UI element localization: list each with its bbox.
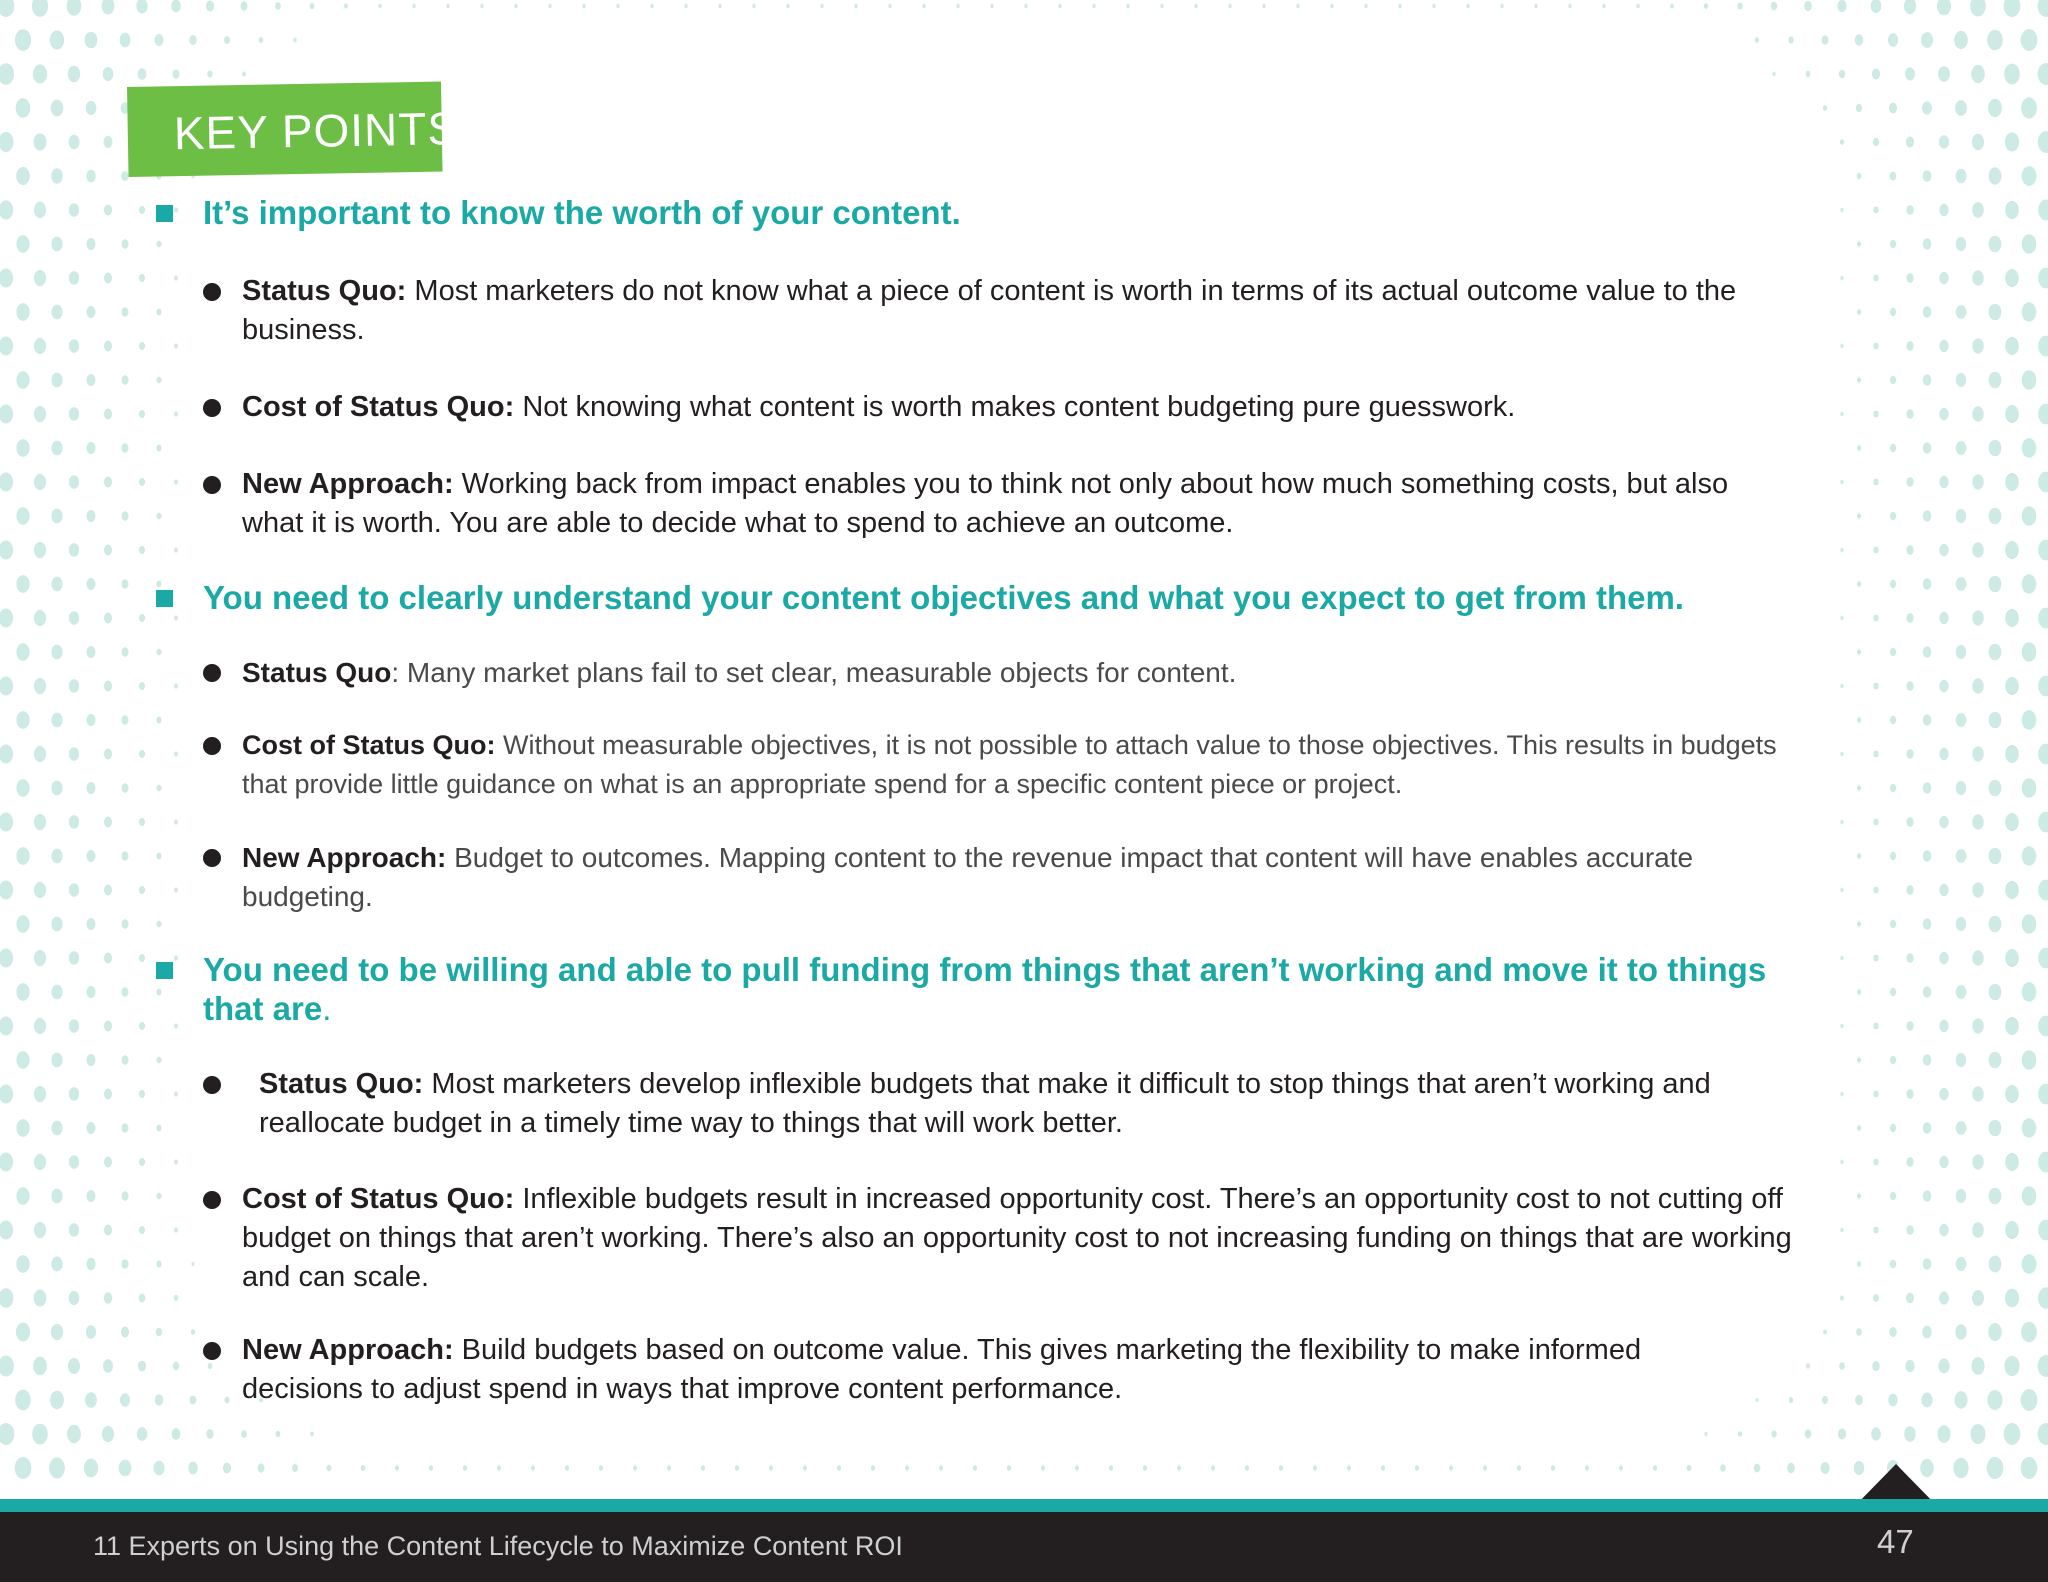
bullet-icon [203,399,221,417]
item-label: Cost of Status Quo: [242,1183,515,1215]
item-text: Build budgets based on outcome value. This gives marketing the flexibility to make informed decisions to adjust spend in ways that improve content performance. [242,1334,1642,1405]
item-text: Most marketers do not know what a piece of content is worth in terms of its actual outcome value to the business. [242,275,1737,346]
item-label: Status Quo: [242,275,407,307]
page-number: 47 [1877,1523,1914,1560]
bullet-icon [203,476,221,494]
bullet-icon [203,664,221,682]
key-points-tag [127,82,460,177]
item-label: Cost of Status Quo: [242,730,496,760]
bullet-item-new-approach [242,465,1772,543]
bullet-icon [203,849,221,867]
item-label: Cost of Status Quo: [242,391,515,423]
item-text: Without measurable objectives, it is not possible to attach value to those objectives. This results in budgets that provide little guidance on what is an appropriate spend for a specific content piece or project. [242,730,1777,799]
item-text: : Many market plans fail to set clear, measurable objects for content. [391,657,1237,688]
bullet-icon [203,1076,221,1094]
bullet-item-new-approach [242,838,1742,916]
square-bullet-icon [156,205,173,222]
square-bullet-icon [156,590,173,607]
square-bullet-icon [156,962,173,979]
bullet-icon [203,283,221,301]
bullet-item-status-quo [242,653,1802,692]
key-points-title: KEY POINTS [173,102,460,160]
bullet-item-cost-of-status-quo [242,726,1802,804]
item-label: Status Quo [242,657,392,688]
item-label: Status Quo: [259,1068,424,1100]
item-label: New Approach: [242,842,447,873]
bullet-item-cost-of-status-quo [242,388,1802,427]
bullet-icon [203,737,221,755]
footer-bar [0,1512,2048,1582]
bullet-item-status-quo [242,272,1802,350]
item-text: Not knowing what content is worth makes content budgeting pure guesswork. [522,391,1516,423]
item-text: Budget to outcomes. Mapping content to the revenue impact that content will have enables accurate budgeting. [242,842,1694,912]
footer-accent-line [0,1499,2048,1512]
item-label: New Approach: [242,468,454,500]
section-heading-1: It’s important to know the worth of your content. [203,193,1803,232]
bullet-item-new-approach [242,1331,1742,1409]
bullet-item-status-quo [259,1065,1739,1143]
section-heading-3: You need to be willing and able to pull funding from things that aren’t working and move it to things that are. [203,950,1783,1028]
item-text: Most marketers develop inflexible budgets that make it difficult to stop things that aren’t working and reallocate budget in a timely time way to things that will work better. [259,1068,1711,1139]
bullet-icon [203,1191,221,1209]
bullet-icon [203,1342,221,1360]
item-text: Working back from impact enables you to think not only about how much something costs, but also what it is worth. You are able to decide what to spend to achieve an outcome. [242,468,1729,539]
footer-document-title: 11 Experts on Using the Content Lifecycle to Maximize Content ROI [93,1531,903,1561]
item-text: Inflexible budgets result in increased opportunity cost. There’s an opportunity cost to not cutting off budget on things that aren’t working. There’s also an opportunity cost to not increasing funding on things that are working and can scale. [242,1183,1792,1293]
bullet-item-cost-of-status-quo [242,1180,1802,1297]
section-heading-2: You need to clearly understand your content objectives and what you expect to get from them. [203,578,1803,617]
item-label: New Approach: [242,1334,454,1366]
